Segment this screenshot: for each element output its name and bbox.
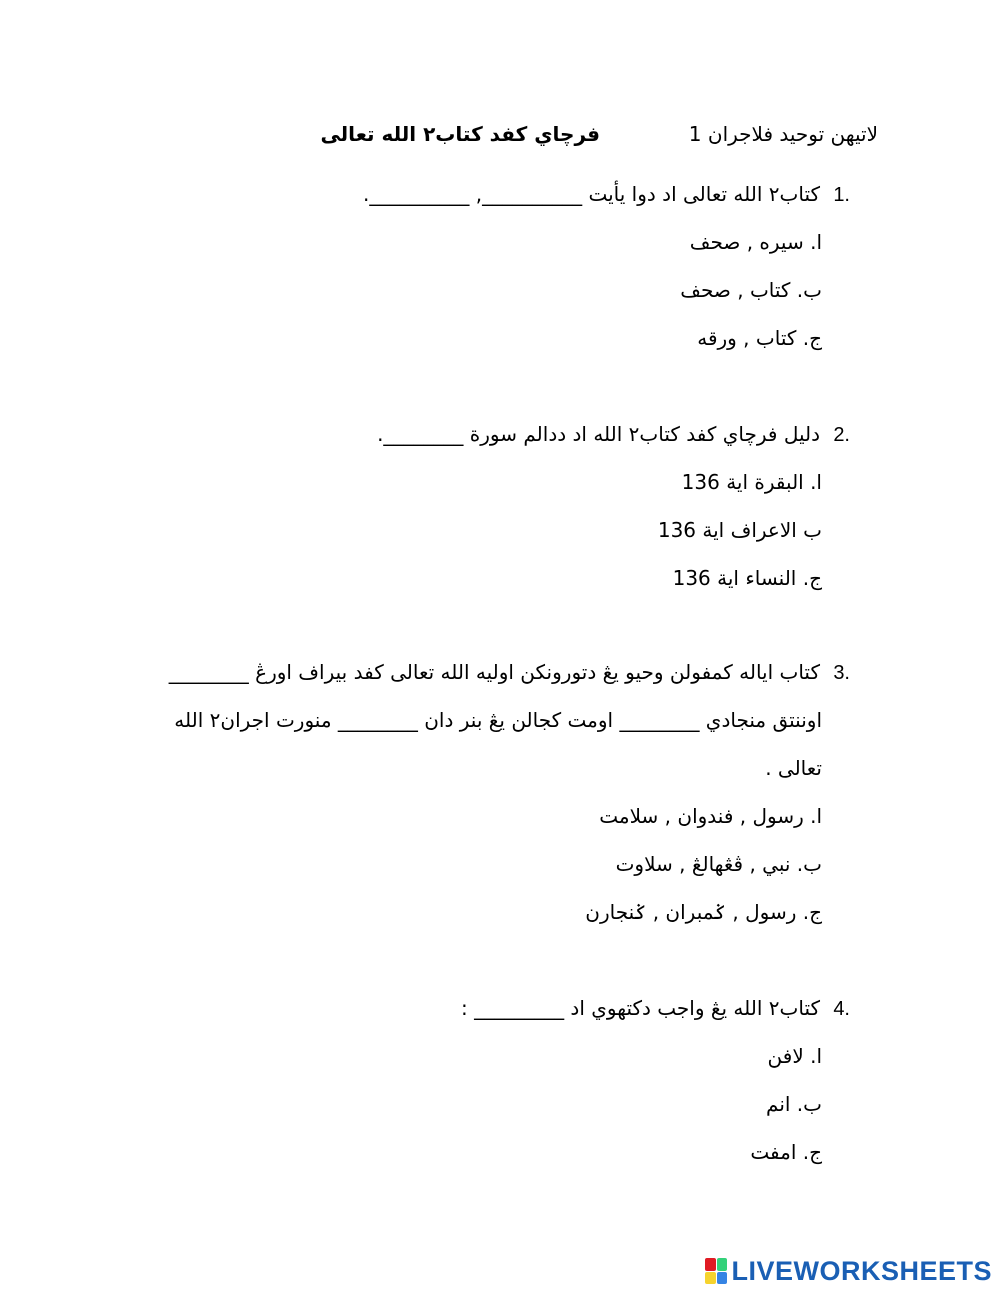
badge-square-2 xyxy=(717,1258,728,1271)
option-a[interactable]: ا. سيره , صحف xyxy=(689,230,822,254)
logo-brand-text: LIVEWORKSHEETS xyxy=(731,1255,992,1286)
liveworksheets-logo[interactable] xyxy=(705,1256,992,1286)
option-a[interactable]: ا. لافن xyxy=(767,1044,822,1068)
worksheet-subtitle: لاتيهن توحيد فلاجران 1 xyxy=(688,122,878,146)
question-text-line-1: كتاب اياله كمفولن وحيو يڠ دتورونكن اوليه الله تعالى كفد بيراف اورڠ ________ xyxy=(168,660,820,684)
option-c[interactable]: ج. كتاب , ورقه xyxy=(697,326,822,350)
question-number: 1. xyxy=(833,184,850,206)
badge-square-4 xyxy=(717,1272,728,1285)
badge-square-3 xyxy=(705,1272,716,1285)
question-text-line-2: اوننتق منجادي ________ اومت كجالن يڠ بنر دان ________ منورت اجران٢ الله xyxy=(174,708,822,732)
option-b[interactable]: ب. انم xyxy=(766,1092,822,1116)
option-c[interactable]: ج. امفت xyxy=(750,1140,822,1164)
question-number: 2. xyxy=(833,424,850,446)
badge-square-1 xyxy=(705,1258,716,1271)
option-c[interactable]: ج. النساء اية 136 xyxy=(672,566,822,590)
logo-badge-icon xyxy=(705,1258,727,1284)
question-text-line-3: تعالى . xyxy=(765,756,822,780)
option-a[interactable]: ا. البقرة اية 136 xyxy=(681,470,822,494)
question-number: 4. xyxy=(833,998,850,1020)
option-c[interactable]: ج. رسول , ݢمبران , ݢنجارن xyxy=(585,900,822,924)
question-text: كتاب٢ الله تعالى اد دوا يأيت __________, __________. xyxy=(363,182,820,206)
option-b[interactable]: ب. كتاب , صحف xyxy=(680,278,822,302)
question-text: دليل فرچاي كفد كتاب٢ الله اد ددالم سورة ________. xyxy=(377,422,820,446)
option-b[interactable]: ب الاعراف اية 136 xyxy=(657,518,822,542)
option-a[interactable]: ا. رسول , فندوان , سلامت xyxy=(599,804,822,828)
worksheet-title: فرچاي كفد كتاب٢ الله تعالى xyxy=(320,122,600,146)
option-b[interactable]: ب. نبي , ڤڠهالڠ , سلاوت xyxy=(615,852,822,876)
question-number: 3. xyxy=(833,662,850,684)
question-text: كتاب٢ الله يڠ واجب دكتهوي اد _________ : xyxy=(460,996,820,1020)
